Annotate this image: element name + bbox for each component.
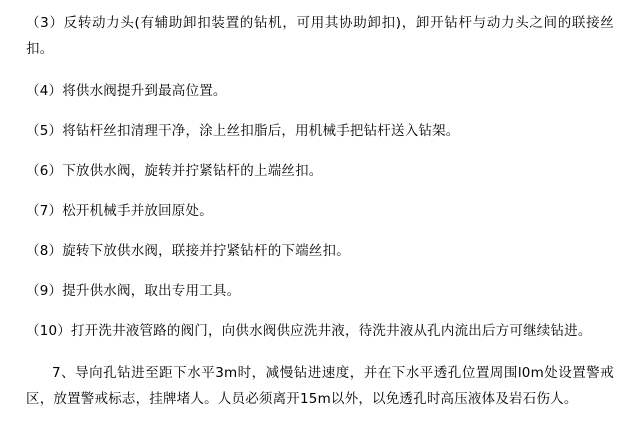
paragraph-item-3: （3）反转动力头(有辅助卸扣装置的钻机，可用其协助卸扣)，卸开钻杆与动力头之间的联接丝扣。 <box>26 15 614 57</box>
paragraph-item-5: （5）将钻杆丝扣清理干净，涂上丝扣脂后，用机械手把钻杆送入钻架。 <box>26 123 460 139</box>
paragraph-item-9: （9）提升供水阀，取出专用工具。 <box>26 283 241 299</box>
paragraph-item-6: （6）下放供水阀，旋转并拧紧钻杆的上端丝扣。 <box>26 163 323 179</box>
paragraph-item-4: （4）将供水阀提升到最高位置。 <box>26 83 227 99</box>
paragraph-item-8: （8）旋转下放供水阀，联接并拧紧钻杆的下端丝扣。 <box>26 243 350 259</box>
paragraph-item-10: （10）打开洗井液管路的阀门，向供水阀供应洗井液，待洗井液从孔内流出后方可继续钻进。 <box>26 323 592 339</box>
paragraph-item-7: （7）松开机械手并放回原处。 <box>26 203 213 219</box>
paragraph-section-7: 7、导向孔钻进至距下水平3m时，减慢钻进速度，并在下水平透孔位置周围l0m处设置警戒区，放置警戒标志，挂牌堵人。人员必须离开15m以外，以免透孔时高压液体及岩石伤人。 <box>26 365 614 407</box>
